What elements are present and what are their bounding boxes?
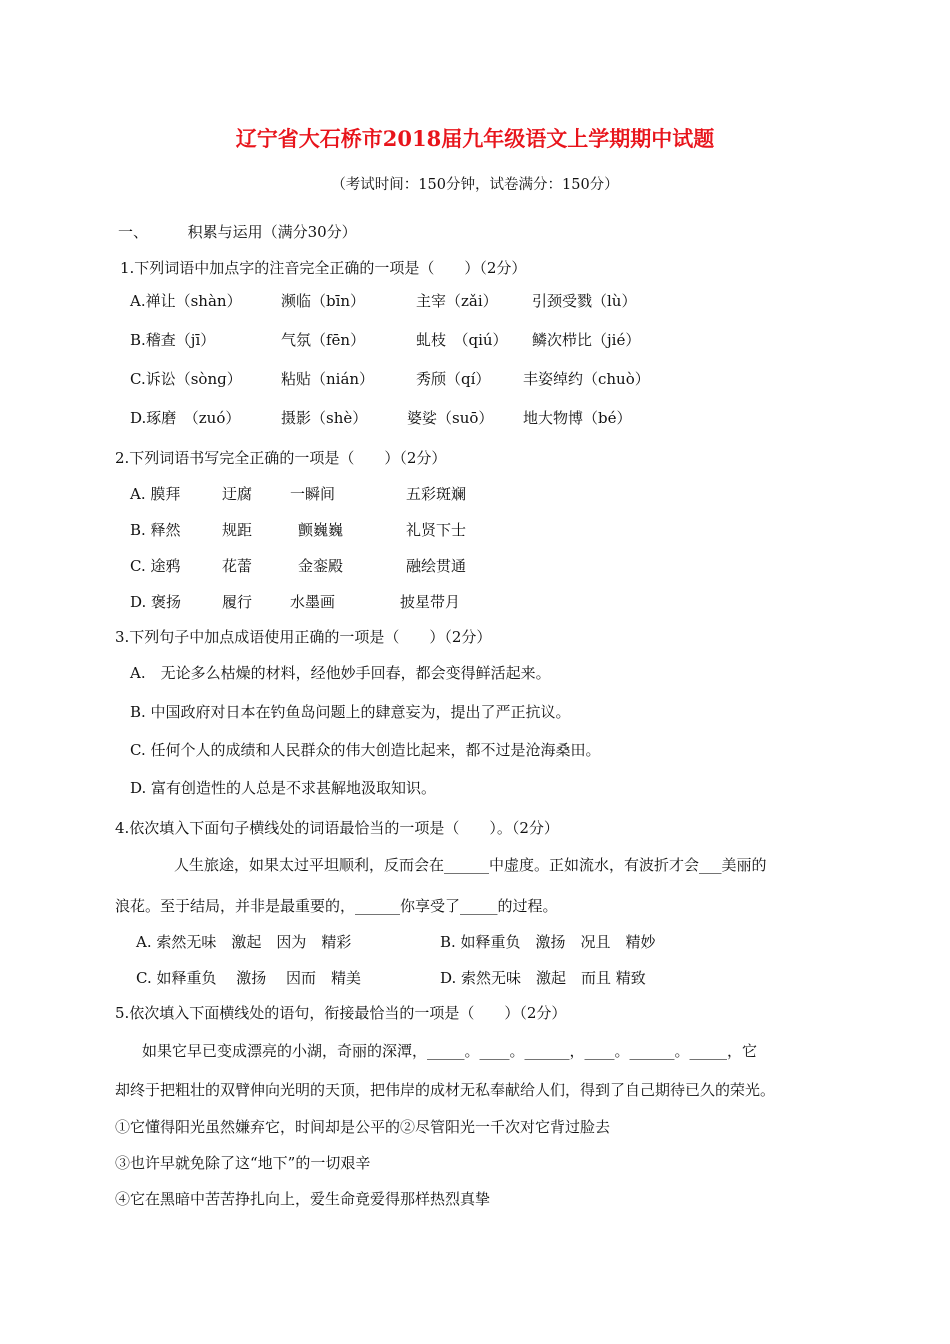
q1-option-c-word-4: 丰姿绰约（chuò）	[523, 370, 650, 388]
q1-option-d-word-4: 地大物博（bé）	[523, 409, 632, 427]
q2-option-c-word-1: C. 途鸦	[130, 557, 181, 575]
q2-option-b-word-4: 礼贤下士	[406, 521, 467, 539]
q2-option-c-word-4: 融绘贯通	[406, 557, 467, 575]
q3-option-b: B. 中国政府对日本在钓鱼岛问题上的肆意妄为，提出了严正抗议。	[130, 703, 571, 721]
q5-passage-line-1: 如果它早已变成漂亮的小湖，奇丽的深潭，_____。____。______，____。______。_____，它	[142, 1042, 758, 1060]
section-heading	[118, 222, 357, 242]
q1-option-a-word-4: 引颈受戮（lù）	[532, 292, 637, 310]
section-label: 积累与运用（满分30分）	[187, 223, 357, 241]
q2-option-a-word-2: 迂腐	[222, 485, 253, 503]
question-5-stem: 5.依次填入下面横线处的语句，衔接最恰当的一项是（ ）（2分）	[115, 1004, 567, 1022]
page-title: 辽宁省大石桥市2018届九年级语文上学期期中试题	[235, 126, 715, 151]
q4-passage-line-2: 浪花。至于结局，并非是最重要的，______你享受了_____的过程。	[115, 897, 558, 915]
q1-option-a-word-2: 濒临（bīn）	[281, 292, 366, 310]
q3-option-d: D. 富有创造性的人总是不求甚解地汲取知识。	[130, 779, 437, 797]
q1-option-c-word-2: 粘贴（nián）	[281, 370, 375, 388]
q3-option-a: A. 无论多么枯燥的材料，经他妙手回春，都会变得鲜活起来。	[130, 664, 551, 682]
q4-option-d: D. 索然无味 激起 而且 精致	[440, 969, 646, 987]
question-2-stem: 2.下列词语书写完全正确的一项是（ ）（2分）	[115, 449, 447, 467]
q1-option-c-word-3: 秀颀（qí）	[416, 370, 491, 388]
section-number: 一、	[118, 223, 149, 241]
q2-option-a-word-3: 一瞬间	[290, 485, 336, 503]
q3-option-c: C. 任何个人的成绩和人民群众的伟大创造比起来，都不过是沧海桑田。	[130, 741, 601, 759]
q2-option-d-word-1: D. 褒扬	[130, 593, 182, 611]
q1-option-d-word-1: D.琢磨 （zuó）	[130, 409, 241, 427]
q4-passage-line-1: 人生旅途，如果太过平坦顺利，反而会在______中虚度。正如流水，有波折才会___美丽的	[174, 856, 767, 874]
q2-option-a-word-4: 五彩斑斓	[406, 485, 467, 503]
q1-option-b-word-3: 虬枝 （qiú）	[416, 331, 508, 349]
q1-option-a-word-3: 主宰（zǎi）	[416, 292, 498, 310]
exam-info: （考试时间：150分钟，试卷满分：150分）	[331, 177, 619, 193]
q1-option-a-word-1: A.禅让（shàn）	[130, 292, 242, 310]
q2-option-b-word-1: B. 释然	[130, 521, 181, 539]
question-1-stem: 1.下列词语中加点字的注音完全正确的一项是（ ）（2分）	[120, 259, 527, 277]
q2-option-b-word-3: 颤巍巍	[298, 521, 344, 539]
q1-option-b-word-1: B.稽查（jī）	[130, 331, 216, 349]
q2-option-c-word-3: 金銮殿	[298, 557, 344, 575]
q2-option-d-word-2: 履行	[222, 593, 253, 611]
q1-option-d-word-2: 摄影（shè）	[281, 409, 368, 427]
q2-option-d-word-4: 披星带月	[400, 593, 461, 611]
q5-item-line: ④它在黑暗中苦苦挣扎向上，爱生命竟爱得那样热烈真挚	[115, 1190, 491, 1208]
question-3-stem: 3.下列句子中加点成语使用正确的一项是（ ）（2分）	[115, 628, 492, 646]
q2-option-c-word-2: 花蕾	[222, 557, 253, 575]
q4-option-a: A. 索然无味 激起 因为 精彩	[136, 933, 352, 951]
q2-option-d-word-3: 水墨画	[290, 593, 336, 611]
q4-option-c: C. 如释重负 激扬 因而 精美	[136, 969, 362, 987]
q2-option-b-word-2: 规距	[222, 521, 253, 539]
q1-option-b-word-4: 鳞次栉比（jié）	[532, 331, 641, 349]
q5-item-line: ①它懂得阳光虽然嫌弃它，时间却是公平的②尽管阳光一千次对它背过脸去	[115, 1118, 611, 1136]
q1-option-c-word-1: C.诉讼（sònɡ）	[130, 370, 242, 388]
q5-item-line: ③也许早就免除了这“地下”的一切艰辛	[115, 1154, 371, 1172]
q5-passage-line-2: 却终于把粗壮的双臂伸向光明的天顶，把伟岸的成材无私奉献给人们，得到了自己期待已久的荣光。	[115, 1081, 776, 1099]
q1-option-b-word-2: 气氛（fēn）	[281, 331, 366, 349]
q2-option-a-word-1: A. 膜拜	[130, 485, 181, 503]
q1-option-d-word-3: 婆娑（suō）	[407, 409, 494, 427]
q4-option-b: B. 如释重负 激扬 况且 精妙	[440, 933, 656, 951]
question-4-stem: 4.依次填入下面句子横线处的词语最恰当的一项是（ ）。（2分）	[115, 819, 559, 837]
